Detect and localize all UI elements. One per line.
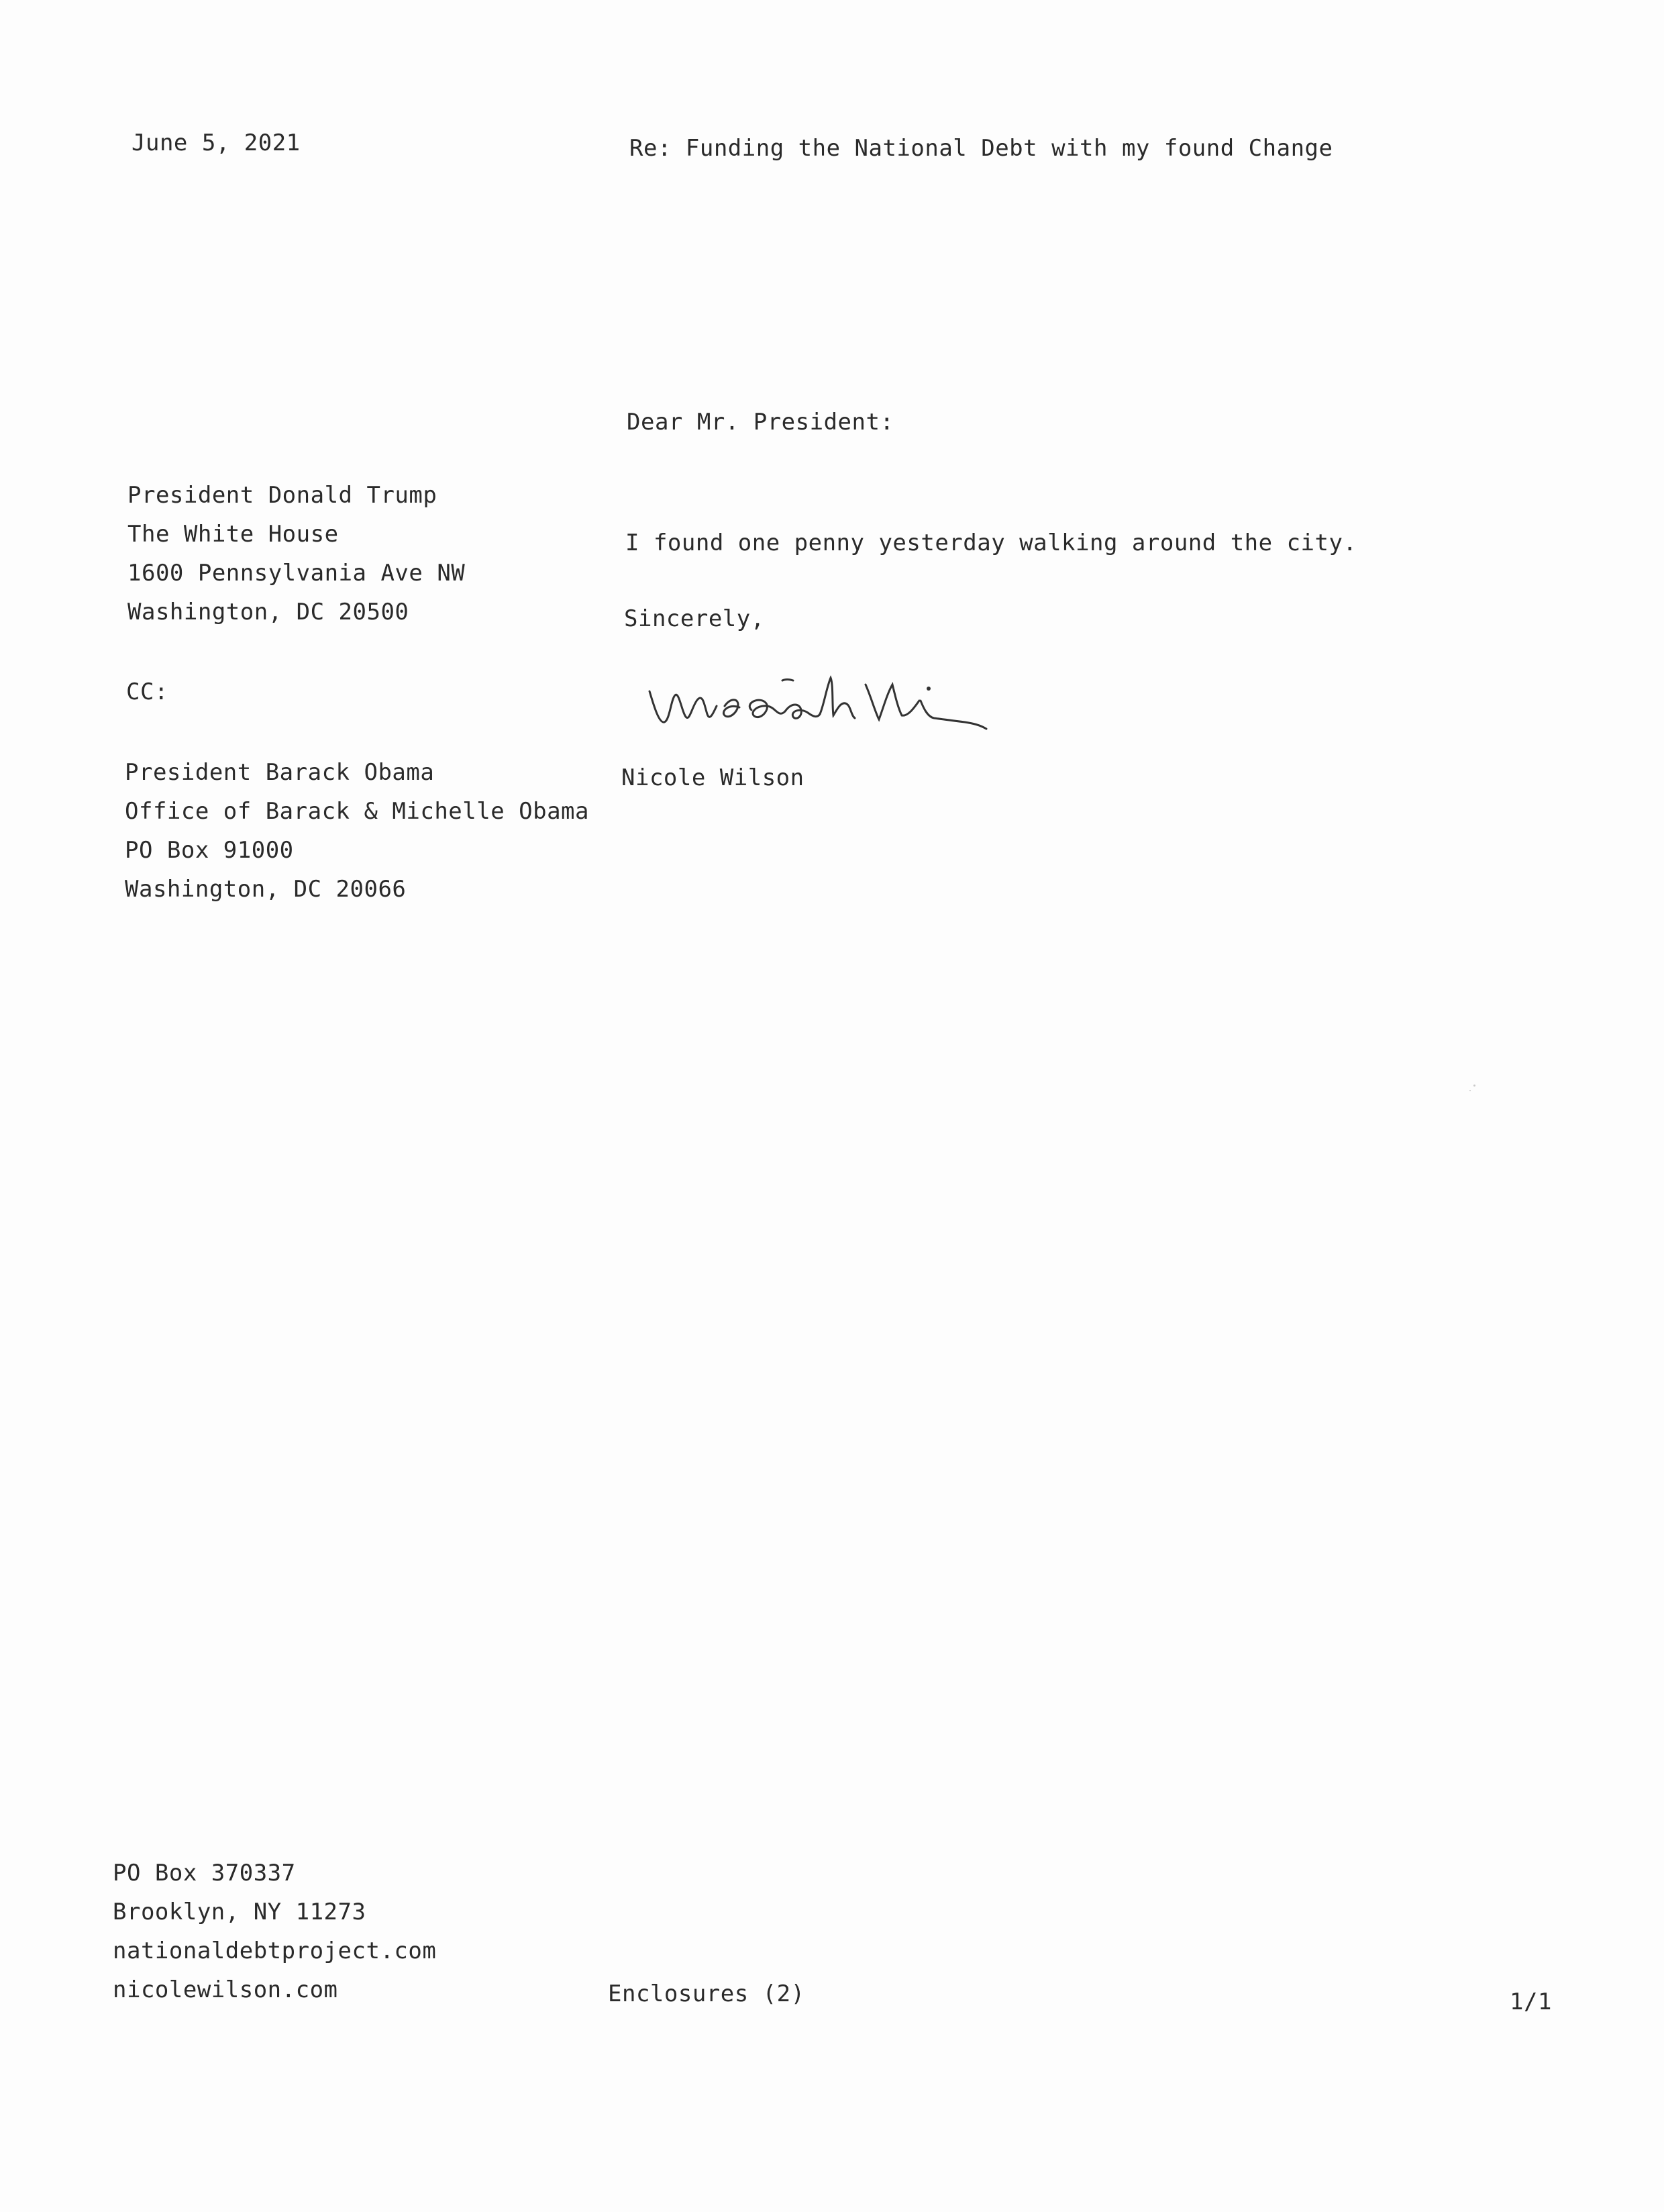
- letter-body: [625, 523, 1357, 562]
- handwritten-signature: [644, 664, 993, 738]
- scan-speck: [1469, 1090, 1471, 1091]
- cc-line: Washington, DC 20066: [125, 876, 407, 903]
- recipient-line: The White House: [127, 521, 339, 548]
- body-text: I found one penny yesterday walking around the city.: [625, 530, 1357, 556]
- scan-speck: [1473, 1085, 1475, 1087]
- letter-subject: [629, 129, 1333, 168]
- cc-line: PO Box 91000: [125, 837, 294, 864]
- page-number: [1510, 1982, 1552, 2021]
- letter-closing: [624, 599, 765, 638]
- sender-line: nationaldebtproject.com: [113, 1938, 437, 1964]
- cc-address: [125, 753, 589, 909]
- enclosures: [608, 1974, 805, 2013]
- signer-name-text: Nicole Wilson: [621, 764, 804, 791]
- recipient-line: President Donald Trump: [127, 482, 437, 509]
- sender-line: Brooklyn, NY 11273: [113, 1899, 366, 1925]
- sender-line: nicolewilson.com: [113, 1976, 338, 2003]
- recipient-line: Washington, DC 20500: [127, 599, 409, 625]
- sender-line: PO Box 370337: [113, 1860, 296, 1887]
- cc-line: Office of Barack & Michelle Obama: [125, 798, 590, 825]
- date-text: June 5, 2021: [132, 130, 301, 156]
- letter-salutation: [627, 403, 894, 442]
- closing-text: Sincerely,: [624, 605, 765, 632]
- letter-date: [132, 123, 301, 162]
- signer-name: [621, 758, 804, 797]
- subject-text: Re: Funding the National Debt with my found Change: [629, 135, 1333, 162]
- salutation-text: Dear Mr. President:: [627, 409, 894, 436]
- recipient-address: [127, 476, 465, 632]
- cc-label-text: CC:: [126, 678, 168, 705]
- sender-address: [113, 1854, 436, 2009]
- page-number-text: 1/1: [1510, 1989, 1552, 2015]
- enclosures-text: Enclosures (2): [608, 1980, 805, 2007]
- cc-line: President Barack Obama: [125, 759, 435, 786]
- recipient-line: 1600 Pennsylvania Ave NW: [127, 560, 466, 587]
- cc-label: [126, 672, 168, 711]
